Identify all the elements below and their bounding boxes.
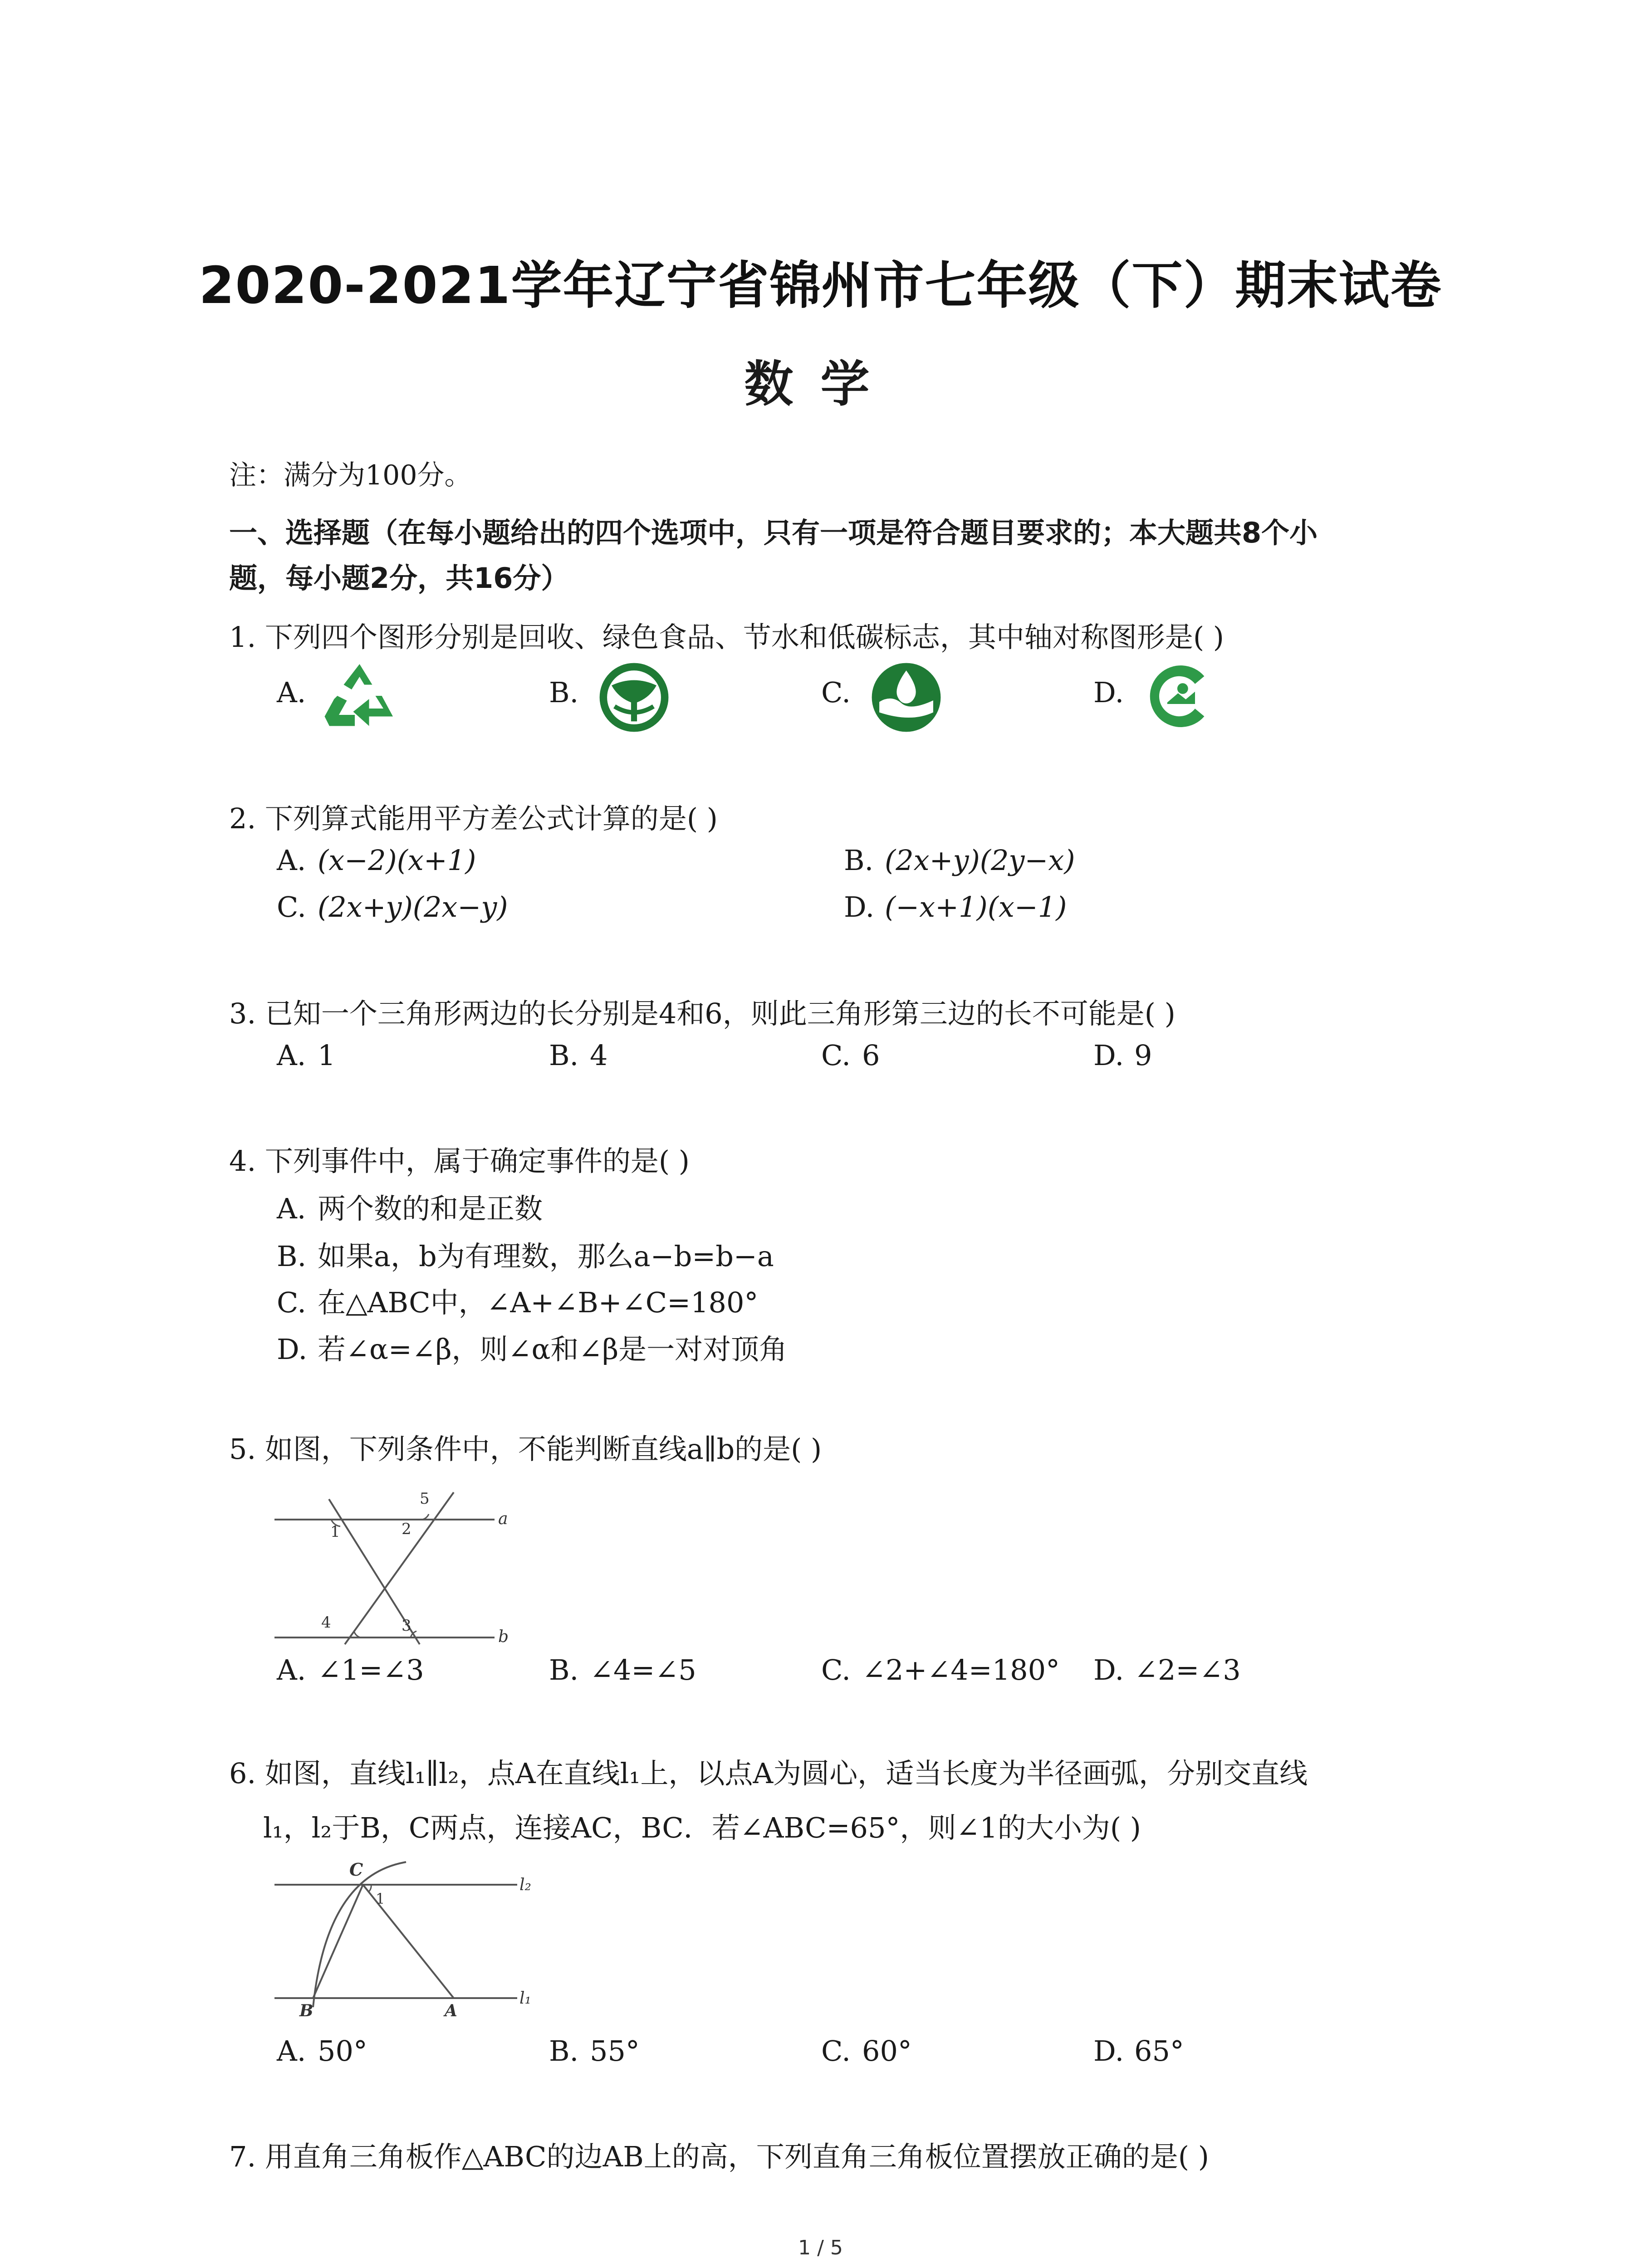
option-text: ∠2=∠3	[1134, 1653, 1241, 1686]
option-label: D.	[277, 1333, 308, 1366]
green-food-icon	[597, 660, 671, 735]
question-5-option-a	[277, 1653, 424, 1686]
question-3-stem: 3. 已知一个三角形两边的长分别是4和6，则此三角形第三边的长不可能是( )	[229, 997, 1176, 1030]
question-4-option-d	[277, 1327, 787, 1367]
option-label: C.	[821, 1653, 851, 1686]
option-label: D.	[844, 890, 875, 924]
question-2-option-d	[844, 890, 1067, 924]
fig5-label-1: 1	[330, 1523, 340, 1541]
section-heading	[229, 510, 1418, 601]
question-6-option-a	[277, 2034, 367, 2068]
option-label: A.	[277, 1039, 306, 1072]
question-3-option-a	[277, 1039, 335, 1072]
option-label: C.	[821, 1039, 851, 1072]
option-label: A.	[277, 1653, 306, 1686]
option-text: 50°	[318, 2034, 367, 2068]
question-1-option-d-label: D.	[1093, 676, 1124, 709]
option-label: B.	[277, 1240, 307, 1273]
option-text: 两个数的和是正数	[318, 1192, 543, 1225]
question-4-option-a	[277, 1186, 543, 1227]
question-1-option-b-label: B.	[549, 676, 579, 709]
fig5-label-4: 4	[321, 1613, 331, 1632]
option-text: 若∠α=∠β，则∠α和∠β是一对对顶角	[318, 1333, 788, 1366]
option-label: D.	[1093, 1039, 1124, 1072]
option-text: 6	[862, 1039, 880, 1072]
section-heading-line1: 一、选择题（在每小题给出的四个选项中，只有一项是符合题目要求的；本大题共8个小	[229, 516, 1318, 549]
fig6-label-A: A	[445, 2001, 457, 2020]
option-label: C.	[821, 2034, 851, 2068]
option-text: (−x+1)(x−1)	[885, 890, 1067, 924]
option-label: C.	[277, 1286, 306, 1319]
question-4-option-c	[277, 1280, 758, 1320]
option-label: A.	[277, 844, 306, 877]
option-text: 在△ABC中，∠A+∠B+∠C=180°	[318, 1286, 759, 1319]
question-2-stem: 2. 下列算式能用平方差公式计算的是( )	[229, 802, 718, 835]
option-label: B.	[549, 2034, 579, 2068]
page-number: 1 / 5	[798, 2236, 843, 2259]
fig6-label-B: B	[299, 2001, 314, 2020]
option-text: 60°	[862, 2034, 912, 2068]
option-label: A.	[277, 1192, 306, 1225]
water-saving-icon	[869, 660, 944, 735]
question-5-option-b	[549, 1653, 696, 1686]
section-heading-line2: 题，每小题2分，共16分）	[229, 562, 569, 595]
fig5-label-2: 2	[402, 1520, 411, 1538]
question-2-option-c	[277, 890, 508, 924]
question-1-stem: 1. 下列四个图形分别是回收、绿色食品、节水和低碳标志，其中轴对称图形是( )	[229, 621, 1224, 654]
segment-BC	[313, 1885, 363, 1998]
question-6-option-c	[821, 2034, 912, 2068]
page-title: 2020-2021学年辽宁省锦州市七年级（下）期末试卷	[199, 256, 1442, 315]
option-text: ∠2+∠4=180°	[862, 1653, 1060, 1686]
question-7-stem: 7. 用直角三角板作△ABC的边AB上的高，下列直角三角板位置摆放正确的是( )	[229, 2140, 1209, 2173]
option-text: (2x+y)(2x−y)	[318, 890, 508, 924]
option-label: D.	[1093, 1653, 1124, 1686]
option-text: 4	[590, 1039, 608, 1072]
option-label: A.	[277, 2034, 306, 2068]
low-carbon-icon	[1141, 658, 1218, 735]
fig6-label-l1: l₁	[519, 1989, 531, 2008]
option-text: 55°	[590, 2034, 640, 2068]
question-4-stem: 4. 下列事件中，属于确定事件的是( )	[229, 1144, 690, 1178]
question-5-figure	[272, 1483, 517, 1647]
question-5-stem: 5. 如图，下列条件中，不能判断直线a∥b的是( )	[229, 1432, 822, 1466]
question-1-option-c-label: C.	[821, 676, 851, 709]
question-2-option-b	[844, 844, 1075, 877]
recycle-icon	[320, 658, 399, 737]
question-6-figure	[272, 1857, 535, 2025]
score-note: 注：满分为100分。	[229, 459, 472, 491]
question-6-option-b	[549, 2034, 640, 2068]
option-text: 1	[318, 1039, 336, 1072]
subject-title: 数学	[744, 356, 897, 413]
option-text: (x−2)(x+1)	[318, 844, 476, 877]
fig5-label-a: a	[498, 1510, 508, 1528]
option-label: C.	[277, 890, 306, 924]
transversal-2	[345, 1492, 454, 1644]
question-6-stem-line1: 6. 如图，直线l₁∥l₂，点A在直线l₁上，以点A为圆心，适当长度为半径画弧，分别交直线	[229, 1757, 1308, 1790]
question-1-option-a-label: A.	[277, 676, 306, 709]
option-label: B.	[549, 1039, 579, 1072]
option-text: 如果a，b为有理数，那么a−b=b−a	[318, 1240, 774, 1273]
fig6-label-1: 1	[376, 1890, 385, 1907]
option-text: 65°	[1134, 2034, 1184, 2068]
option-text: (2x+y)(2y−x)	[885, 844, 1075, 877]
fig6-label-C: C	[349, 1859, 363, 1880]
fig6-label-l2: l₂	[519, 1876, 531, 1894]
question-2-option-a	[277, 844, 476, 877]
question-6-option-d	[1093, 2034, 1184, 2068]
question-3-option-c	[821, 1039, 880, 1072]
fig5-label-b: b	[498, 1628, 509, 1646]
option-text: ∠4=∠5	[590, 1653, 696, 1686]
question-3-option-d	[1093, 1039, 1152, 1072]
question-3-option-b	[549, 1039, 607, 1072]
question-6-stem-line2: l₁，l₂于B，C两点，连接AC，BC．若∠ABC=65°，则∠1的大小为( )	[263, 1811, 1141, 1844]
option-label: D.	[1093, 2034, 1124, 2068]
question-5-option-c	[821, 1653, 1060, 1686]
option-label: B.	[844, 844, 874, 877]
option-text: 9	[1134, 1039, 1152, 1072]
question-5-option-d	[1093, 1653, 1241, 1686]
option-label: B.	[549, 1653, 579, 1686]
fig5-label-5: 5	[420, 1490, 430, 1508]
option-text: ∠1=∠3	[318, 1653, 424, 1686]
question-4-option-b	[277, 1234, 774, 1274]
fig5-label-3: 3	[402, 1617, 411, 1635]
